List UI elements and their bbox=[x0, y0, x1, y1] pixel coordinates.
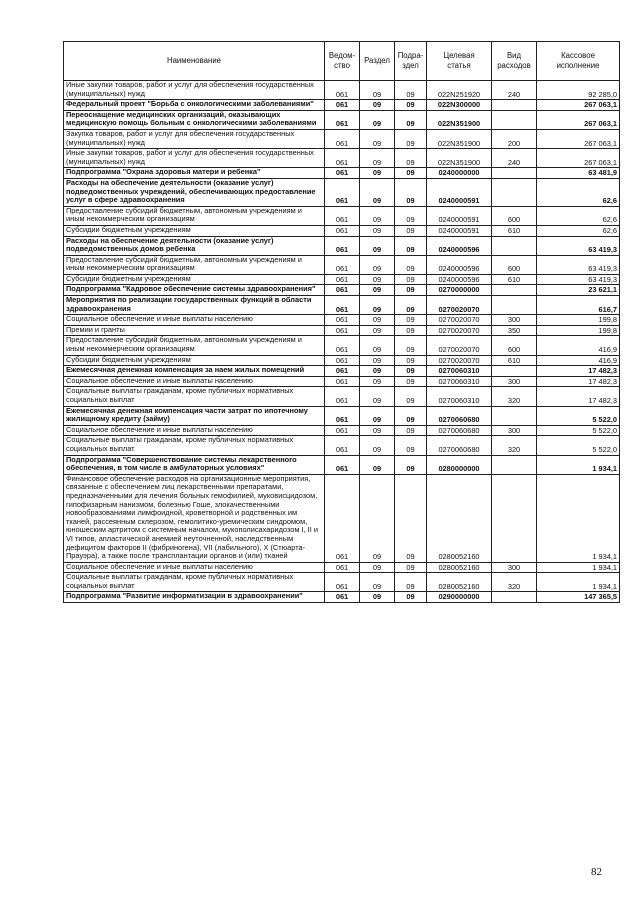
cell-type bbox=[492, 236, 537, 255]
cell-type bbox=[492, 366, 537, 377]
cell-target: 022N251920 bbox=[427, 81, 492, 100]
table-row bbox=[64, 315, 620, 326]
cell-section: 09 bbox=[360, 474, 395, 562]
cell-section: 09 bbox=[360, 592, 395, 603]
cell-ministry: 061 bbox=[325, 274, 360, 285]
cell-subsection: 09 bbox=[395, 336, 427, 355]
table-row bbox=[64, 100, 620, 111]
cell-section: 09 bbox=[360, 285, 395, 296]
cell-ministry: 061 bbox=[325, 562, 360, 573]
cell-subsection: 09 bbox=[395, 366, 427, 377]
header-amount: Кассовое исполнение bbox=[537, 42, 620, 81]
cell-section: 09 bbox=[360, 315, 395, 326]
cell-ministry: 061 bbox=[325, 225, 360, 236]
cell-type: 350 bbox=[492, 325, 537, 336]
cell-subsection: 09 bbox=[395, 285, 427, 296]
cell-name: Социальные выплаты гражданам, кроме публичных нормативных социальных выплат bbox=[64, 436, 325, 455]
table-row bbox=[64, 455, 620, 474]
cell-section: 09 bbox=[360, 573, 395, 592]
cell-target: 0240000000 bbox=[427, 168, 492, 179]
cell-section: 09 bbox=[360, 436, 395, 455]
cell-ministry: 061 bbox=[325, 406, 360, 425]
cell-target: 0280052160 bbox=[427, 474, 492, 562]
cell-type: 600 bbox=[492, 206, 537, 225]
cell-target: 0280052160 bbox=[427, 573, 492, 592]
cell-target: 0280000000 bbox=[427, 455, 492, 474]
header-target: Целевая статья bbox=[427, 42, 492, 81]
cell-section: 09 bbox=[360, 387, 395, 406]
cell-amount: 62,6 bbox=[537, 178, 620, 206]
cell-target: 0280052160 bbox=[427, 562, 492, 573]
cell-name: Расходы на обеспечение деятельности (оказание услуг) подведомственных домов ребенка bbox=[64, 236, 325, 255]
table-header bbox=[64, 42, 620, 81]
cell-amount: 17 482,3 bbox=[537, 366, 620, 377]
cell-target: 0270020070 bbox=[427, 296, 492, 315]
cell-type bbox=[492, 592, 537, 603]
cell-target: 0240000596 bbox=[427, 274, 492, 285]
cell-subsection: 09 bbox=[395, 436, 427, 455]
cell-subsection: 09 bbox=[395, 168, 427, 179]
cell-subsection: 09 bbox=[395, 110, 427, 129]
header-row bbox=[64, 42, 620, 81]
cell-amount: 199,8 bbox=[537, 325, 620, 336]
cell-amount: 147 365,5 bbox=[537, 592, 620, 603]
cell-amount: 1 934,1 bbox=[537, 474, 620, 562]
cell-ministry: 061 bbox=[325, 366, 360, 377]
cell-subsection: 09 bbox=[395, 592, 427, 603]
cell-ministry: 061 bbox=[325, 376, 360, 387]
cell-amount: 267 063,1 bbox=[537, 100, 620, 111]
cell-type bbox=[492, 178, 537, 206]
header-subsection: Подра- здел bbox=[395, 42, 427, 81]
cell-type bbox=[492, 296, 537, 315]
cell-ministry: 061 bbox=[325, 129, 360, 148]
cell-target: 022N351900 bbox=[427, 129, 492, 148]
cell-amount: 616,7 bbox=[537, 296, 620, 315]
cell-ministry: 061 bbox=[325, 206, 360, 225]
cell-type: 300 bbox=[492, 315, 537, 326]
cell-section: 09 bbox=[360, 425, 395, 436]
cell-target: 0240000591 bbox=[427, 206, 492, 225]
cell-subsection: 09 bbox=[395, 562, 427, 573]
table-row bbox=[64, 296, 620, 315]
cell-ministry: 061 bbox=[325, 325, 360, 336]
cell-target: 0270020070 bbox=[427, 355, 492, 366]
cell-amount: 62,6 bbox=[537, 225, 620, 236]
cell-section: 09 bbox=[360, 455, 395, 474]
cell-section: 09 bbox=[360, 236, 395, 255]
header-section: Раздел bbox=[360, 42, 395, 81]
cell-amount: 1 934,1 bbox=[537, 573, 620, 592]
cell-ministry: 061 bbox=[325, 236, 360, 255]
cell-target: 0240000596 bbox=[427, 255, 492, 274]
table-row bbox=[64, 110, 620, 129]
header-type: Вид расходов bbox=[492, 42, 537, 81]
cell-subsection: 09 bbox=[395, 225, 427, 236]
cell-type: 610 bbox=[492, 355, 537, 366]
cell-amount: 267 063,1 bbox=[537, 110, 620, 129]
cell-name: Расходы на обеспечение деятельности (оказание услуг) подведомственных учреждений, обеспечивающих предоставление услуг в сфере здравоохранения bbox=[64, 178, 325, 206]
table-row bbox=[64, 178, 620, 206]
cell-section: 09 bbox=[360, 255, 395, 274]
cell-name: Субсидии бюджетным учреждениям bbox=[64, 225, 325, 236]
cell-type: 300 bbox=[492, 425, 537, 436]
cell-name: Социальное обеспечение и иные выплаты населению bbox=[64, 315, 325, 326]
cell-subsection: 09 bbox=[395, 376, 427, 387]
cell-name: Предоставление субсидий бюджетным, автономным учреждениям и иным некоммерческим организациям bbox=[64, 336, 325, 355]
cell-subsection: 09 bbox=[395, 315, 427, 326]
cell-amount: 1 934,1 bbox=[537, 562, 620, 573]
cell-ministry: 061 bbox=[325, 592, 360, 603]
cell-name: Социальные выплаты гражданам, кроме публичных нормативных социальных выплат bbox=[64, 573, 325, 592]
cell-target: 0270060680 bbox=[427, 425, 492, 436]
cell-amount: 63 419,3 bbox=[537, 255, 620, 274]
cell-subsection: 09 bbox=[395, 455, 427, 474]
cell-ministry: 061 bbox=[325, 285, 360, 296]
budget-table bbox=[63, 41, 620, 603]
cell-ministry: 061 bbox=[325, 178, 360, 206]
cell-section: 09 bbox=[360, 110, 395, 129]
cell-name: Субсидии бюджетным учреждениям bbox=[64, 274, 325, 285]
cell-target: 022N351900 bbox=[427, 149, 492, 168]
cell-amount: 267 063,1 bbox=[537, 129, 620, 148]
cell-ministry: 061 bbox=[325, 425, 360, 436]
cell-name: Премии и гранты bbox=[64, 325, 325, 336]
table-row bbox=[64, 325, 620, 336]
cell-type bbox=[492, 168, 537, 179]
cell-subsection: 09 bbox=[395, 274, 427, 285]
cell-target: 022N351900 bbox=[427, 110, 492, 129]
cell-name: Социальное обеспечение и иные выплаты населению bbox=[64, 376, 325, 387]
cell-type: 320 bbox=[492, 436, 537, 455]
cell-subsection: 09 bbox=[395, 100, 427, 111]
cell-type: 600 bbox=[492, 336, 537, 355]
cell-name: Ежемесячная денежная компенсация за наем жилых помещений bbox=[64, 366, 325, 377]
cell-subsection: 09 bbox=[395, 387, 427, 406]
cell-target: 0270020070 bbox=[427, 315, 492, 326]
cell-section: 09 bbox=[360, 178, 395, 206]
cell-name: Переоснащение медицинских организаций, оказывающих медицинскую помощь больным с онкологическими заболеваниями bbox=[64, 110, 325, 129]
cell-amount: 63 419,3 bbox=[537, 236, 620, 255]
table-row bbox=[64, 206, 620, 225]
cell-type bbox=[492, 285, 537, 296]
table-row bbox=[64, 285, 620, 296]
cell-section: 09 bbox=[360, 336, 395, 355]
page-number: 82 bbox=[591, 866, 602, 878]
cell-subsection: 09 bbox=[395, 178, 427, 206]
cell-section: 09 bbox=[360, 149, 395, 168]
cell-type: 300 bbox=[492, 562, 537, 573]
cell-subsection: 09 bbox=[395, 81, 427, 100]
cell-type: 200 bbox=[492, 129, 537, 148]
cell-name: Финансовое обеспечение расходов на организационные мероприятия, связанные с обеспечением лиц лекарственными препаратами, предназначенными для лечения больных гемофилией, муковисцидозом, гипофизарным нанизмом, болезнью Гоше, злокачественными новообразованиями лимфоидной, кроветворной и родственных им тканей, рассеянным склерозом, гемолитико-уремическим синдромом, юношеским артритом с системным началом, мукополисахаридозом I, II и VI типов, апластической анемией неуточненной, наследственным дефицитом факторов II (фибриногена), VII (лабильного), X (Стюарта-Прауэра), а также после трансплантации органов и (или) тканей bbox=[64, 474, 325, 562]
header-name: Наименование bbox=[64, 42, 325, 81]
cell-ministry: 061 bbox=[325, 100, 360, 111]
cell-name: Закупка товаров, работ и услуг для обеспечения государственных (муниципальных) нужд bbox=[64, 129, 325, 148]
table-row bbox=[64, 225, 620, 236]
cell-name: Подпрограмма "Охрана здоровья матери и ребенка" bbox=[64, 168, 325, 179]
table-row bbox=[64, 255, 620, 274]
cell-ministry: 061 bbox=[325, 573, 360, 592]
cell-target: 0270020070 bbox=[427, 325, 492, 336]
cell-name: Предоставление субсидий бюджетным, автономным учреждениям и иным некоммерческим организациям bbox=[64, 206, 325, 225]
cell-amount: 17 482,3 bbox=[537, 376, 620, 387]
cell-ministry: 061 bbox=[325, 296, 360, 315]
cell-ministry: 061 bbox=[325, 336, 360, 355]
table-row bbox=[64, 387, 620, 406]
cell-amount: 17 482,3 bbox=[537, 387, 620, 406]
cell-amount: 62,6 bbox=[537, 206, 620, 225]
cell-name: Социальные выплаты гражданам, кроме публичных нормативных социальных выплат bbox=[64, 387, 325, 406]
table-row bbox=[64, 274, 620, 285]
table-row bbox=[64, 592, 620, 603]
cell-name: Иные закупки товаров, работ и услуг для обеспечения государственных (муниципальных) нужд bbox=[64, 81, 325, 100]
cell-target: 0270020070 bbox=[427, 336, 492, 355]
table-row bbox=[64, 355, 620, 366]
cell-section: 09 bbox=[360, 366, 395, 377]
cell-section: 09 bbox=[360, 562, 395, 573]
cell-section: 09 bbox=[360, 100, 395, 111]
cell-amount: 63 419,3 bbox=[537, 274, 620, 285]
cell-amount: 63 481,9 bbox=[537, 168, 620, 179]
cell-target: 0270060310 bbox=[427, 366, 492, 377]
cell-ministry: 061 bbox=[325, 474, 360, 562]
cell-ministry: 061 bbox=[325, 149, 360, 168]
cell-type: 610 bbox=[492, 274, 537, 285]
cell-type bbox=[492, 110, 537, 129]
table-row bbox=[64, 436, 620, 455]
cell-name: Мероприятия по реализации государственных функций в области здравоохранения bbox=[64, 296, 325, 315]
table-row bbox=[64, 81, 620, 100]
cell-name: Подпрограмма "Развитие информатизации в здравоохранении" bbox=[64, 592, 325, 603]
cell-amount: 199,8 bbox=[537, 315, 620, 326]
cell-section: 09 bbox=[360, 274, 395, 285]
cell-target: 0270060680 bbox=[427, 436, 492, 455]
cell-subsection: 09 bbox=[395, 355, 427, 366]
cell-target: 0240000591 bbox=[427, 178, 492, 206]
cell-section: 09 bbox=[360, 81, 395, 100]
cell-name: Ежемесячная денежная компенсация части затрат по ипотечному жилищному кредиту (займу) bbox=[64, 406, 325, 425]
table-row bbox=[64, 129, 620, 148]
cell-type bbox=[492, 474, 537, 562]
cell-section: 09 bbox=[360, 296, 395, 315]
cell-name: Иные закупки товаров, работ и услуг для обеспечения государственных (муниципальных) нужд bbox=[64, 149, 325, 168]
cell-subsection: 09 bbox=[395, 425, 427, 436]
cell-name: Предоставление субсидий бюджетным, автономным учреждениям и иным некоммерческим организациям bbox=[64, 255, 325, 274]
cell-subsection: 09 bbox=[395, 474, 427, 562]
cell-amount: 416,9 bbox=[537, 336, 620, 355]
cell-amount: 5 522,0 bbox=[537, 436, 620, 455]
table-row bbox=[64, 366, 620, 377]
cell-type: 320 bbox=[492, 387, 537, 406]
cell-ministry: 061 bbox=[325, 436, 360, 455]
cell-type bbox=[492, 455, 537, 474]
cell-amount: 5 522,0 bbox=[537, 406, 620, 425]
cell-amount: 1 934,1 bbox=[537, 455, 620, 474]
table-body bbox=[64, 81, 620, 603]
table-row bbox=[64, 336, 620, 355]
cell-section: 09 bbox=[360, 376, 395, 387]
cell-type: 240 bbox=[492, 149, 537, 168]
cell-amount: 416,9 bbox=[537, 355, 620, 366]
cell-subsection: 09 bbox=[395, 129, 427, 148]
cell-name: Субсидии бюджетным учреждениям bbox=[64, 355, 325, 366]
cell-target: 0240000591 bbox=[427, 225, 492, 236]
table-row bbox=[64, 168, 620, 179]
cell-ministry: 061 bbox=[325, 387, 360, 406]
cell-amount: 267 063,1 bbox=[537, 149, 620, 168]
header-ministry: Ведом- ство bbox=[325, 42, 360, 81]
table-row bbox=[64, 474, 620, 562]
cell-section: 09 bbox=[360, 355, 395, 366]
cell-target: 0270000000 bbox=[427, 285, 492, 296]
table-row bbox=[64, 406, 620, 425]
cell-subsection: 09 bbox=[395, 255, 427, 274]
cell-subsection: 09 bbox=[395, 149, 427, 168]
table-row bbox=[64, 425, 620, 436]
cell-amount: 23 621,1 bbox=[537, 285, 620, 296]
cell-subsection: 09 bbox=[395, 325, 427, 336]
cell-type: 300 bbox=[492, 376, 537, 387]
cell-subsection: 09 bbox=[395, 206, 427, 225]
cell-ministry: 061 bbox=[325, 355, 360, 366]
cell-ministry: 061 bbox=[325, 110, 360, 129]
cell-target: 022N300000 bbox=[427, 100, 492, 111]
table-row bbox=[64, 149, 620, 168]
cell-type: 610 bbox=[492, 225, 537, 236]
cell-section: 09 bbox=[360, 129, 395, 148]
cell-type: 240 bbox=[492, 81, 537, 100]
cell-type bbox=[492, 100, 537, 111]
cell-amount: 92 285,0 bbox=[537, 81, 620, 100]
cell-name: Подпрограмма "Кадровое обеспечение системы здравоохранения" bbox=[64, 285, 325, 296]
cell-name: Социальное обеспечение и иные выплаты населению bbox=[64, 562, 325, 573]
cell-ministry: 061 bbox=[325, 81, 360, 100]
cell-name: Подпрограмма "Совершенствование системы лекарственного обеспечения, в том числе в амбулаторных условиях" bbox=[64, 455, 325, 474]
cell-subsection: 09 bbox=[395, 236, 427, 255]
cell-subsection: 09 bbox=[395, 296, 427, 315]
cell-target: 0290000000 bbox=[427, 592, 492, 603]
table-row bbox=[64, 573, 620, 592]
cell-section: 09 bbox=[360, 168, 395, 179]
cell-target: 0240000596 bbox=[427, 236, 492, 255]
cell-ministry: 061 bbox=[325, 315, 360, 326]
cell-target: 0270060310 bbox=[427, 376, 492, 387]
cell-section: 09 bbox=[360, 206, 395, 225]
cell-type bbox=[492, 406, 537, 425]
cell-section: 09 bbox=[360, 406, 395, 425]
cell-target: 0270060680 bbox=[427, 406, 492, 425]
cell-subsection: 09 bbox=[395, 573, 427, 592]
cell-target: 0270060310 bbox=[427, 387, 492, 406]
table-row bbox=[64, 376, 620, 387]
cell-subsection: 09 bbox=[395, 406, 427, 425]
cell-amount: 5 522,0 bbox=[537, 425, 620, 436]
cell-ministry: 061 bbox=[325, 255, 360, 274]
cell-type: 600 bbox=[492, 255, 537, 274]
cell-ministry: 061 bbox=[325, 168, 360, 179]
table-row bbox=[64, 236, 620, 255]
cell-ministry: 061 bbox=[325, 455, 360, 474]
cell-type: 320 bbox=[492, 573, 537, 592]
cell-section: 09 bbox=[360, 325, 395, 336]
cell-name: Федеральный проект "Борьба с онкологическими заболеваниями" bbox=[64, 100, 325, 111]
cell-section: 09 bbox=[360, 225, 395, 236]
table-row bbox=[64, 562, 620, 573]
cell-name: Социальное обеспечение и иные выплаты населению bbox=[64, 425, 325, 436]
